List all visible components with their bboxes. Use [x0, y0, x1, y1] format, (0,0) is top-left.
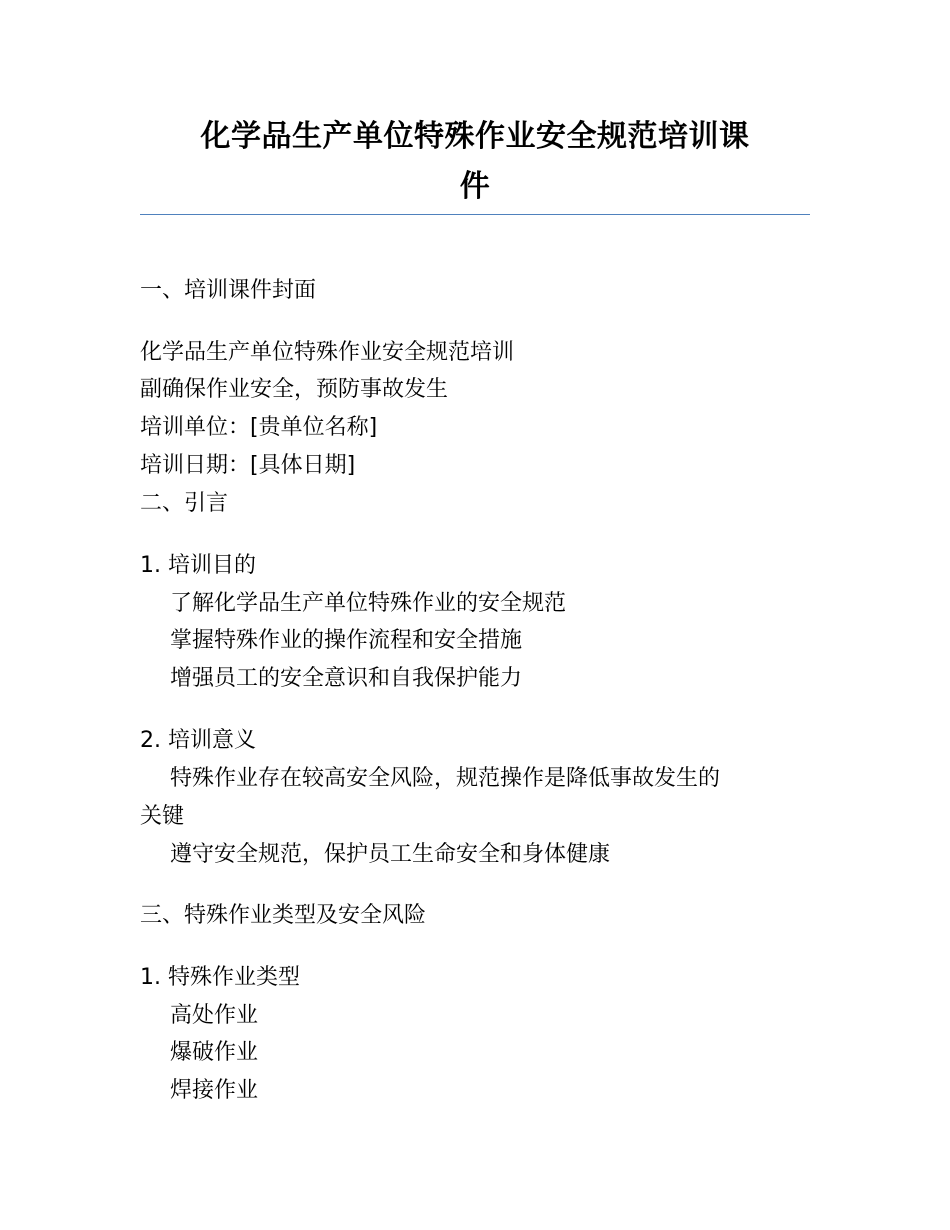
- section-heading-types: 三、特殊作业类型及安全风险: [140, 903, 427, 928]
- document-title-line-2: 件: [459, 169, 491, 204]
- types-list-item: 高处作业: [170, 1003, 259, 1028]
- significance-item: 遵守安全规范，保护员工生命安全和身体健康: [170, 842, 611, 867]
- cover-line: 副确保作业安全，预防事故发生: [140, 377, 449, 402]
- document-title: [140, 112, 810, 212]
- subheading-significance: 2. 培训意义: [140, 728, 256, 753]
- significance-item: 特殊作业存在较高安全风险，规范操作是降低事故发生的: [170, 766, 721, 791]
- types-list-item: 焊接作业: [170, 1078, 259, 1103]
- title-divider: [140, 214, 810, 215]
- subheading-types-list: 1. 特殊作业类型: [140, 965, 300, 990]
- cover-line: 化学品生产单位特殊作业安全规范培训: [140, 340, 515, 365]
- purpose-item: 掌握特殊作业的操作流程和安全措施: [170, 628, 523, 653]
- cover-line: 培训日期：[具体日期]: [140, 453, 356, 478]
- significance-item-continuation: 关键: [140, 804, 185, 829]
- subheading-purpose: 1. 培训目的: [140, 553, 256, 578]
- cover-line: 培训单位：[贵单位名称]: [140, 415, 378, 440]
- purpose-item: 了解化学品生产单位特殊作业的安全规范: [170, 591, 567, 616]
- section-heading-cover: 一、培训课件封面: [140, 278, 317, 303]
- document-title-line-1: 化学品生产单位特殊作业安全规范培训课: [200, 119, 750, 154]
- section-heading-intro: 二、引言: [140, 491, 229, 516]
- types-list-item: 爆破作业: [170, 1040, 259, 1065]
- purpose-item: 增强员工的安全意识和自我保护能力: [170, 666, 523, 691]
